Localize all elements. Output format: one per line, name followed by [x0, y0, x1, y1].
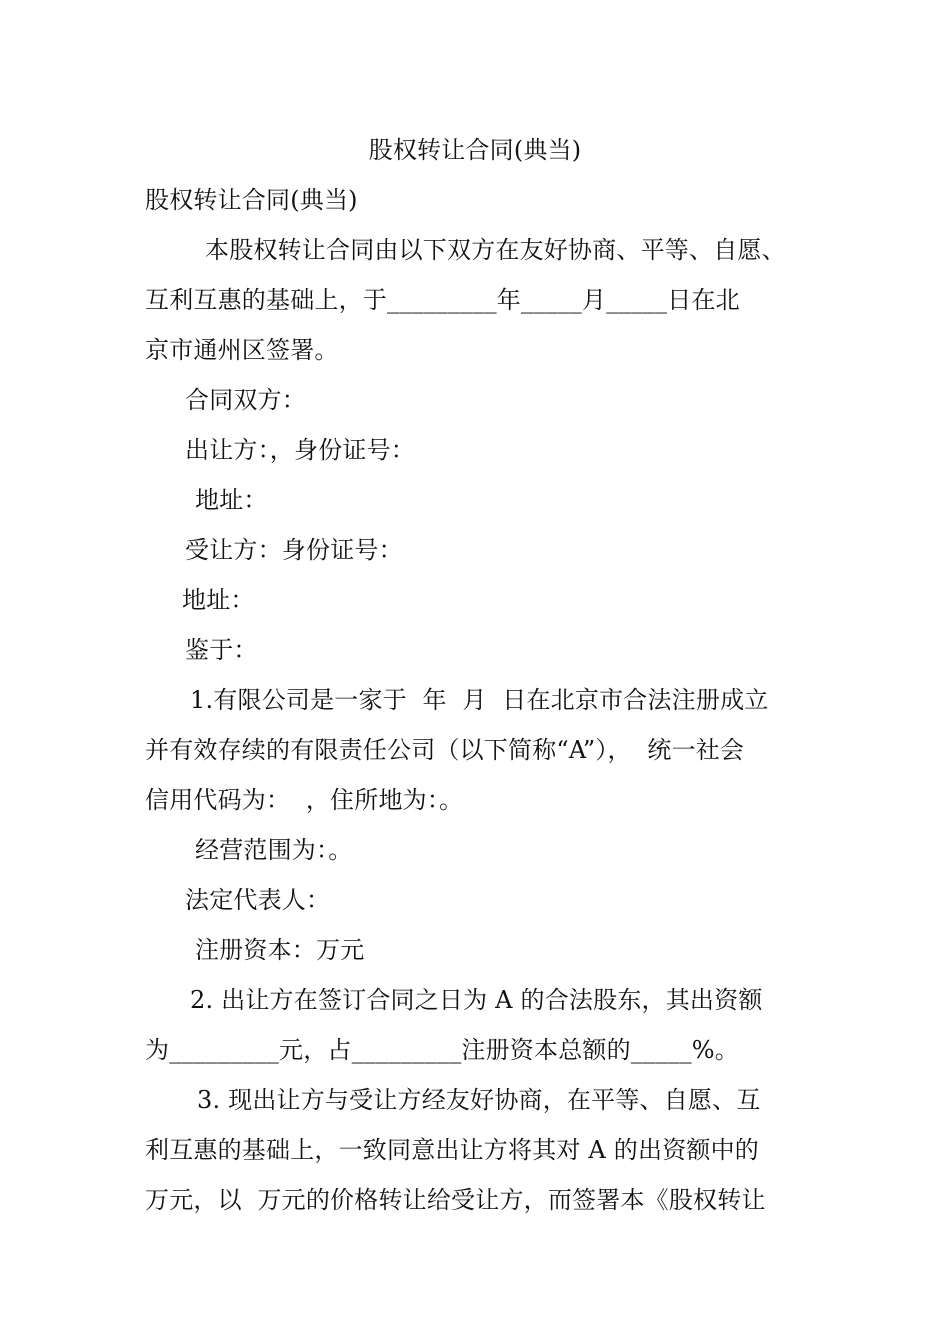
paragraph-line: 本股权转让合同由以下双方在友好协商、平等、自愿、 — [205, 236, 786, 264]
document-title: 股权转让合同(典当) — [368, 136, 582, 164]
document-heading: 股权转让合同(典当) — [145, 186, 358, 214]
clause-line: 并有效存续的有限责任公司（以下简称“A”）， 统一社会 — [145, 736, 745, 764]
clause-line: 2. 出让方在签订合同之日为 A 的合法股东，其出资额 — [190, 986, 763, 1014]
clause-line: 信用代码为： ，住所地为：。 — [145, 786, 464, 814]
registered-capital-line: 注册资本：万元 — [195, 936, 365, 964]
clause-line: 万元，以 万元的价格转让给受让方，而签署本《股权转让 — [145, 1186, 766, 1214]
section-label: 鉴于： — [185, 636, 258, 664]
address-line: 地址： — [182, 586, 255, 614]
party-line: 受让方：身份证号： — [185, 536, 403, 564]
clause-line: 1.有限公司是一家于 年 月 日在北京市合法注册成立 — [190, 686, 769, 714]
section-label: 合同双方： — [185, 386, 306, 414]
address-line: 地址： — [195, 486, 268, 514]
party-line: 出让方：，身份证号： — [185, 436, 415, 464]
paragraph-line: 互利互惠的基础上，于_________年_____月_____日在北 — [145, 286, 740, 314]
legal-representative-line: 法定代表人： — [185, 886, 331, 914]
clause-line: 利互惠的基础上，一致同意出让方将其对 A 的出资额中的 — [145, 1136, 759, 1164]
business-scope-line: 经营范围为：。 — [195, 836, 353, 864]
paragraph-line: 京市通州区签署。 — [145, 336, 339, 364]
clause-line: 为_________元，占_________注册资本总额的_____%。 — [145, 1036, 740, 1064]
clause-line: 3. 现出让方与受让方经友好协商，在平等、自愿、互 — [197, 1086, 761, 1114]
